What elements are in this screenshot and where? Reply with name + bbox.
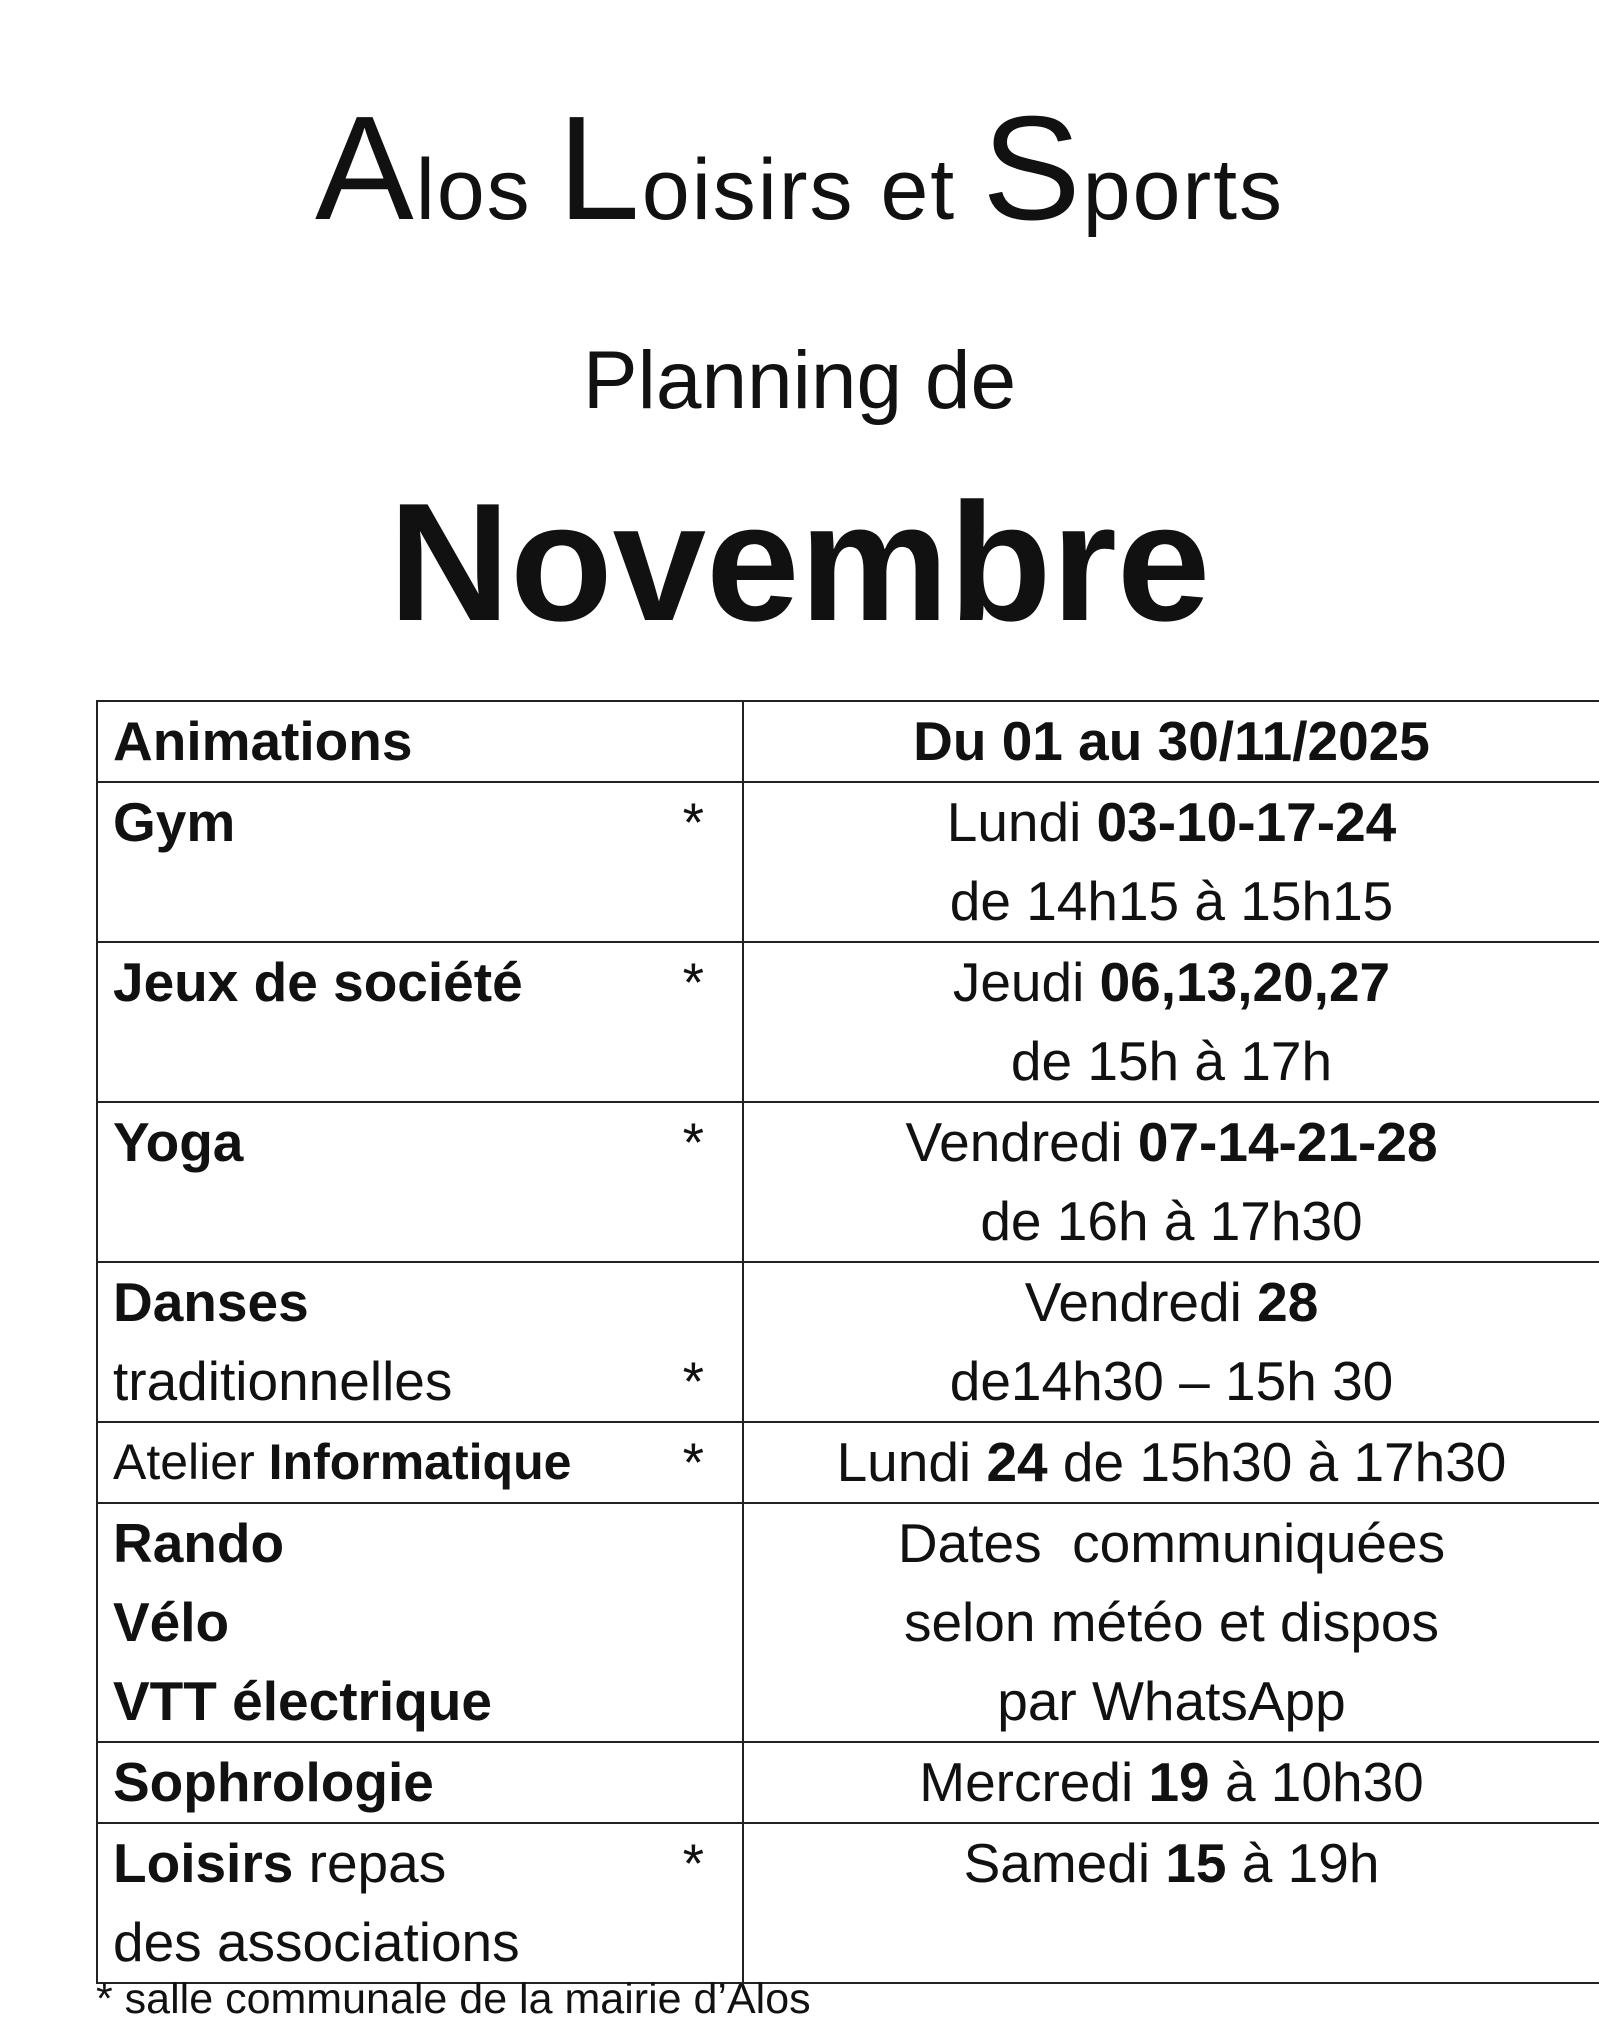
schedule-time: de 15h à 17h <box>1010 1030 1333 1092</box>
schedule-cell <box>743 1503 1599 1742</box>
activity-name-rando: Rando <box>113 1512 285 1574</box>
table-header-row <box>97 701 1599 782</box>
table-row-informatique <box>97 1422 1599 1503</box>
title-text-los: los <box>415 142 558 238</box>
asterisk-marker: * <box>682 791 704 853</box>
asterisk-marker: * <box>682 1832 704 1894</box>
schedule-time: à 19h <box>1241 1832 1380 1894</box>
asterisk-marker: * <box>682 951 704 1013</box>
asterisk-marker: * <box>682 1350 704 1412</box>
schedule-table <box>96 700 1599 1984</box>
activity-name: Yoga <box>113 1111 244 1173</box>
schedule-day: Samedi <box>963 1832 1151 1894</box>
column-header-period: Du 01 au 30/11/2025 <box>743 701 1599 782</box>
schedule-dates: 06,13,20,27 <box>1099 951 1391 1013</box>
table-row-loisirs <box>97 1823 1599 1983</box>
activity-cell <box>97 1102 743 1262</box>
schedule-cell <box>743 1742 1599 1823</box>
table-row-sophrologie <box>97 1742 1599 1823</box>
schedule-dates: 19 <box>1148 1751 1210 1813</box>
column-header-animations: Animations <box>97 701 743 782</box>
activity-name-vtt: VTT électrique <box>113 1670 492 1732</box>
activity-cell <box>97 1742 743 1823</box>
schedule-info-line: selon météo et dispos <box>903 1591 1440 1653</box>
activity-name-velo: Vélo <box>113 1591 230 1653</box>
table-row-jeux <box>97 942 1599 1102</box>
schedule-cell <box>743 1823 1599 1983</box>
table-row-yoga <box>97 1102 1599 1262</box>
schedule-cell <box>743 1102 1599 1262</box>
schedule-cell <box>743 1422 1599 1503</box>
page-subtitle: Planning de <box>582 335 1017 426</box>
activity-name-continued: des associations <box>113 1911 520 1973</box>
schedule-time: de 15h30 à 17h30 <box>1062 1431 1507 1493</box>
schedule-dates: 15 <box>1165 1832 1227 1894</box>
title-text-ports: ports <box>1082 142 1284 238</box>
schedule-day: Vendredi <box>1024 1271 1242 1333</box>
schedule-day: Mercredi <box>919 1751 1134 1813</box>
schedule-cell <box>743 782 1599 942</box>
schedule-day: Vendredi <box>905 1111 1123 1173</box>
schedule-dates: 24 <box>986 1431 1048 1493</box>
activity-name: Sophrologie <box>113 1751 434 1813</box>
activity-name: Danses <box>113 1271 309 1333</box>
activity-name: Loisirs <box>113 1832 294 1894</box>
activity-name-rest: repas <box>308 1832 447 1894</box>
table-row-gym <box>97 782 1599 942</box>
title-initial-l: L <box>557 86 642 251</box>
schedule-dates: 28 <box>1257 1271 1319 1333</box>
title-initial-s: S <box>982 86 1083 251</box>
schedule-dates: 07-14-21-28 <box>1137 1111 1438 1173</box>
schedule-info-line: par WhatsApp <box>997 1670 1346 1732</box>
schedule-day: Jeudi <box>952 951 1085 1013</box>
schedule-day: Lundi <box>946 791 1082 853</box>
schedule-day: Lundi <box>836 1431 972 1493</box>
activity-cell <box>97 942 743 1102</box>
activity-name-continued: traditionnelles <box>113 1350 453 1412</box>
schedule-dates: 03-10-17-24 <box>1096 791 1397 853</box>
activity-prefix: Atelier <box>113 1434 255 1490</box>
activity-cell <box>97 1823 743 1983</box>
activity-cell <box>97 1503 743 1742</box>
page-title <box>0 86 1599 251</box>
asterisk-marker: * <box>682 1431 704 1493</box>
month-heading: Novembre <box>388 468 1211 656</box>
title-text-loisirs: oisirs et <box>641 142 983 238</box>
asterisk-marker: * <box>682 1111 704 1173</box>
activity-name: Gym <box>113 791 236 853</box>
activity-cell <box>97 1422 743 1503</box>
schedule-cell <box>743 1262 1599 1422</box>
activity-name: Informatique <box>268 1434 572 1490</box>
schedule-info-line: Dates communiquées <box>897 1512 1446 1574</box>
activity-cell <box>97 782 743 942</box>
activity-cell <box>97 1262 743 1422</box>
schedule-time: de 14h15 à 15h15 <box>949 870 1394 932</box>
schedule-time: à 10h30 <box>1224 1751 1424 1813</box>
table-row-rando <box>97 1503 1599 1742</box>
title-initial-a: A <box>315 86 416 251</box>
schedule-cell <box>743 942 1599 1102</box>
activity-name: Jeux de société <box>113 951 523 1013</box>
footnote: * salle communale de la mairie d’Alos <box>96 1975 811 2023</box>
table-row-danses <box>97 1262 1599 1422</box>
schedule-time: de 16h à 17h30 <box>980 1190 1363 1252</box>
schedule-time: de14h30 – 15h 30 <box>949 1350 1394 1412</box>
